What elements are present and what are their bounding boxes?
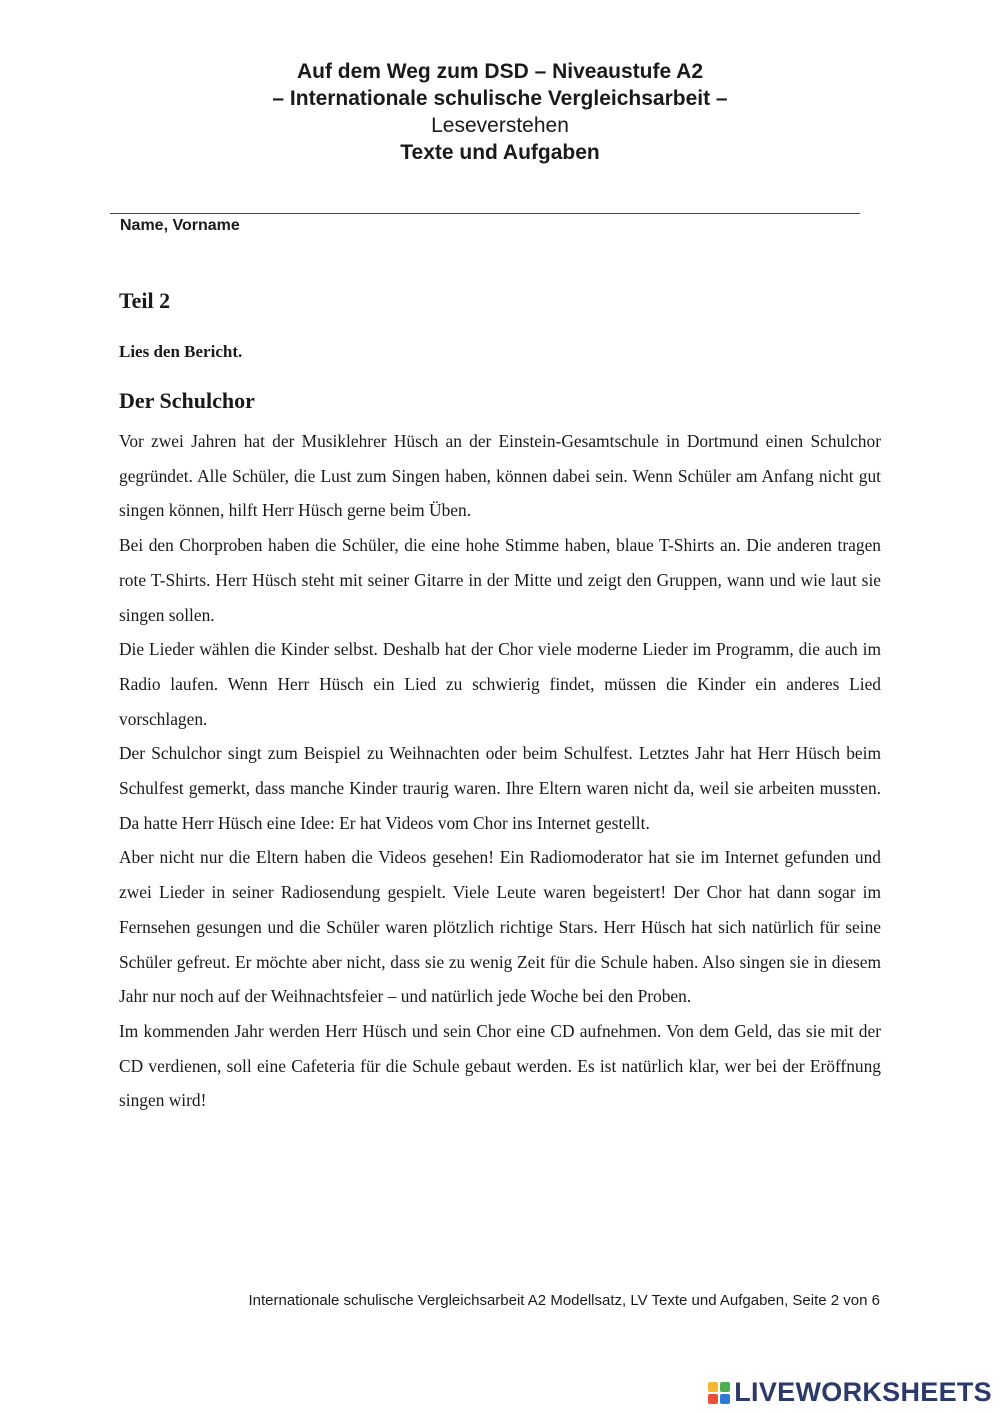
name-input-line[interactable] (110, 213, 860, 214)
instruction: Lies den Bericht. (119, 342, 243, 361)
page-footer: Internationale schulische Vergleichsarbeit A2 Modellsatz, LV Texte und Aufgaben, Seite 2 von 6 (248, 1292, 880, 1309)
paragraph: Bei den Chorproben haben die Schüler, die eine hohe Stimme haben, blaue T-Shirts an. Die anderen tragen rote T-Shirts. Herr Hüsch steht mit seiner Gitarre in der Mitte und zeigt den Gruppen, wann und wie laut sie singen sollen. (119, 535, 881, 625)
brand-name: LIVEWORKSHEETS (734, 1377, 992, 1407)
header-section: Texte und Aufgaben (400, 141, 600, 164)
brand-watermark (708, 1377, 992, 1408)
document-header (0, 58, 1000, 166)
paragraph: Die Lieder wählen die Kinder selbst. Deshalb hat der Chor viele moderne Lieder im Programm, die auch im Radio laufen. Wenn Herr Hüsch ein Lied zu schwierig findet, müssen die Kinder ein anderes Lied vorschlagen. (119, 639, 881, 729)
header-skill: Leseverstehen (431, 114, 569, 137)
paragraph: Im kommenden Jahr werden Herr Hüsch und sein Chor eine CD aufnehmen. Von dem Geld, das sie mit der CD verdienen, soll eine Cafeteria für die Schule gebaut werden. Es ist natürlich klar, wer bei der Eröffnung singen wird! (119, 1020, 881, 1111)
brand-logo-icon (708, 1382, 730, 1404)
part-heading: Teil 2 (119, 288, 171, 313)
paragraph: Vor zwei Jahren hat der Musiklehrer Hüsch an der Einstein-Gesamtschule in Dortmund einen Schulchor gegründet. Alle Schüler, die Lust zum Singen haben, können dabei sein. Wenn Schüler am Anfang nicht gut singen können, hilft Herr Hüsch gerne beim Üben. (119, 431, 881, 521)
name-label: Name, Vorname (120, 217, 240, 234)
logo-square (720, 1394, 730, 1404)
text-title: Der Schulchor (119, 388, 255, 413)
logo-square (720, 1382, 730, 1392)
header-subtitle: – Internationale schulische Vergleichsarbeit – (272, 87, 728, 110)
logo-square (708, 1394, 718, 1404)
paragraph: Der Schulchor singt zum Beispiel zu Weihnachten oder beim Schulfest. Letztes Jahr hat Herr Hüsch beim Schulfest gemerkt, dass manche Kinder traurig waren. Ihre Eltern waren nicht da, weil sie arbeiten mussten. Da hatte Herr Hüsch eine Idee: Er hat Videos vom Chor ins Internet gestellt. (119, 743, 881, 833)
report-text (119, 424, 881, 1118)
header-title: Auf dem Weg zum DSD – Niveaustufe A2 (296, 60, 704, 83)
paragraph: Aber nicht nur die Eltern haben die Videos gesehen! Ein Radiomoderator hat sie im Internet gefunden und zwei Lieder in seiner Radiosendung gespielt. Viele Leute waren begeistert! Der Chor hat dann sogar im Fernsehen gesungen und die Schüler waren plötzlich richtige Stars. Herr Hüsch hat sich natürlich für seine Schüler gefreut. Er möchte aber nicht, dass sie zu wenig Zeit für die Schule haben. Also singen sie in diesem Jahr nur noch auf der Weihnachtsfeier – und natürlich jede Woche bei den Proben. (119, 847, 881, 1007)
logo-square (708, 1382, 718, 1392)
